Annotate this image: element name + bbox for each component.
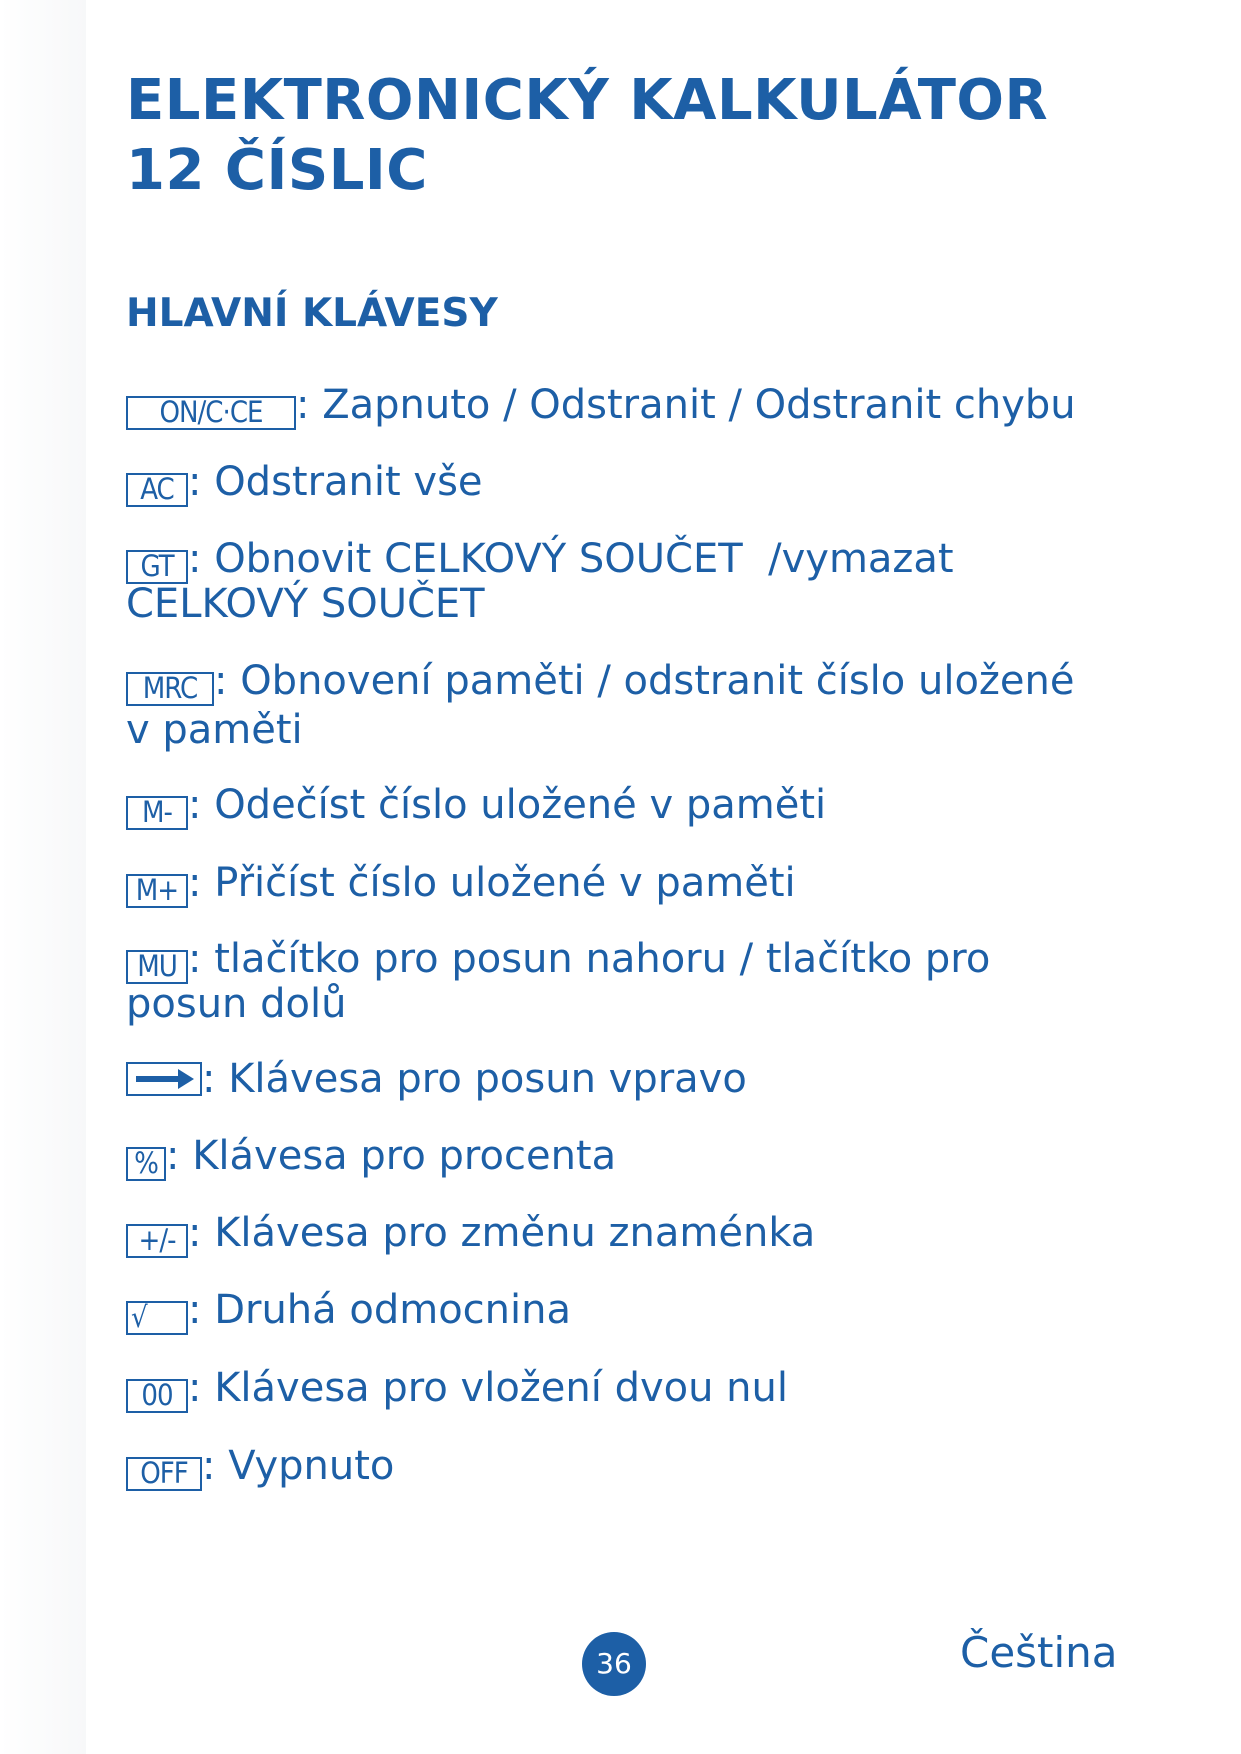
key-row-right-arrow — [126, 1058, 1126, 1100]
right-arrow-icon — [126, 1062, 202, 1096]
page-edge-shade — [0, 0, 86, 1754]
m-plus-key-icon: M+ — [126, 874, 188, 908]
key-row-m-minus — [126, 784, 1126, 830]
key-description-continued: CELKOVÝ SOUČET — [126, 581, 485, 627]
title-line-1: ELEKTRONICKÝ KALKULÁTOR — [126, 68, 1049, 133]
key-description: : Přičíst číslo uložené v paměti — [188, 860, 796, 906]
key-description: : Odstranit vše — [188, 459, 483, 505]
title-line-2: 12 ČÍSLIC — [126, 138, 428, 203]
key-row-percent — [126, 1135, 1126, 1181]
key-description: : tlačítko pro posun nahoru / tlačítko pro — [188, 936, 991, 982]
key-description: : Druhá odmocnina — [188, 1287, 571, 1333]
percent-key-icon: % — [126, 1147, 166, 1181]
gt-key-icon: GT — [126, 550, 188, 584]
ac-key-icon: AC — [126, 473, 188, 507]
key-row-m-plus — [126, 862, 1126, 908]
section-heading: HLAVNÍ KLÁVESY — [126, 291, 498, 336]
key-description: : Odečíst číslo uložené v paměti — [188, 782, 827, 828]
key-row-mrc — [126, 660, 1126, 754]
key-row-square-root — [126, 1289, 1126, 1335]
key-description: : Zapnuto / Odstranit / Odstranit chybu — [296, 382, 1076, 428]
key-row-mu — [126, 936, 1126, 1027]
key-description: : Vypnuto — [202, 1443, 395, 1489]
key-description: : Obnovení paměti / odstranit číslo uložené — [214, 658, 1075, 704]
key-description-continued: posun dolů — [126, 981, 347, 1027]
off-key-icon: OFF — [126, 1457, 202, 1491]
key-description: : Klávesa pro procenta — [166, 1133, 617, 1179]
on-c-ce-key-icon: ON/C·CE — [126, 396, 296, 430]
m-minus-key-icon: M- — [126, 796, 188, 830]
key-description: : Klávesa pro vložení dvou nul — [188, 1365, 788, 1411]
mrc-key-icon: MRC — [126, 672, 214, 706]
plus-minus-key-icon: +/- — [126, 1224, 188, 1258]
page-number-badge: 36 — [582, 1632, 646, 1696]
language-label: Čeština — [960, 1628, 1118, 1677]
key-description-continued: v paměti — [126, 707, 303, 753]
mu-key-icon: MU — [126, 950, 188, 984]
page-title — [126, 66, 1048, 206]
key-row-on-c-ce — [126, 384, 1126, 430]
key-row-double-zero — [126, 1367, 1126, 1413]
key-description: : Klávesa pro posun vpravo — [202, 1056, 747, 1102]
key-description: : Obnovit CELKOVÝ SOUČET /vymazat — [188, 536, 954, 582]
key-row-ac — [126, 461, 1126, 507]
double-zero-key-icon: 00 — [126, 1379, 188, 1413]
square-root-key-icon: √ — [126, 1301, 188, 1335]
key-description: : Klávesa pro změnu znaménka — [188, 1210, 816, 1256]
key-row-off — [126, 1445, 1126, 1491]
key-row-gt — [126, 536, 1126, 627]
key-row-plus-minus — [126, 1212, 1126, 1258]
